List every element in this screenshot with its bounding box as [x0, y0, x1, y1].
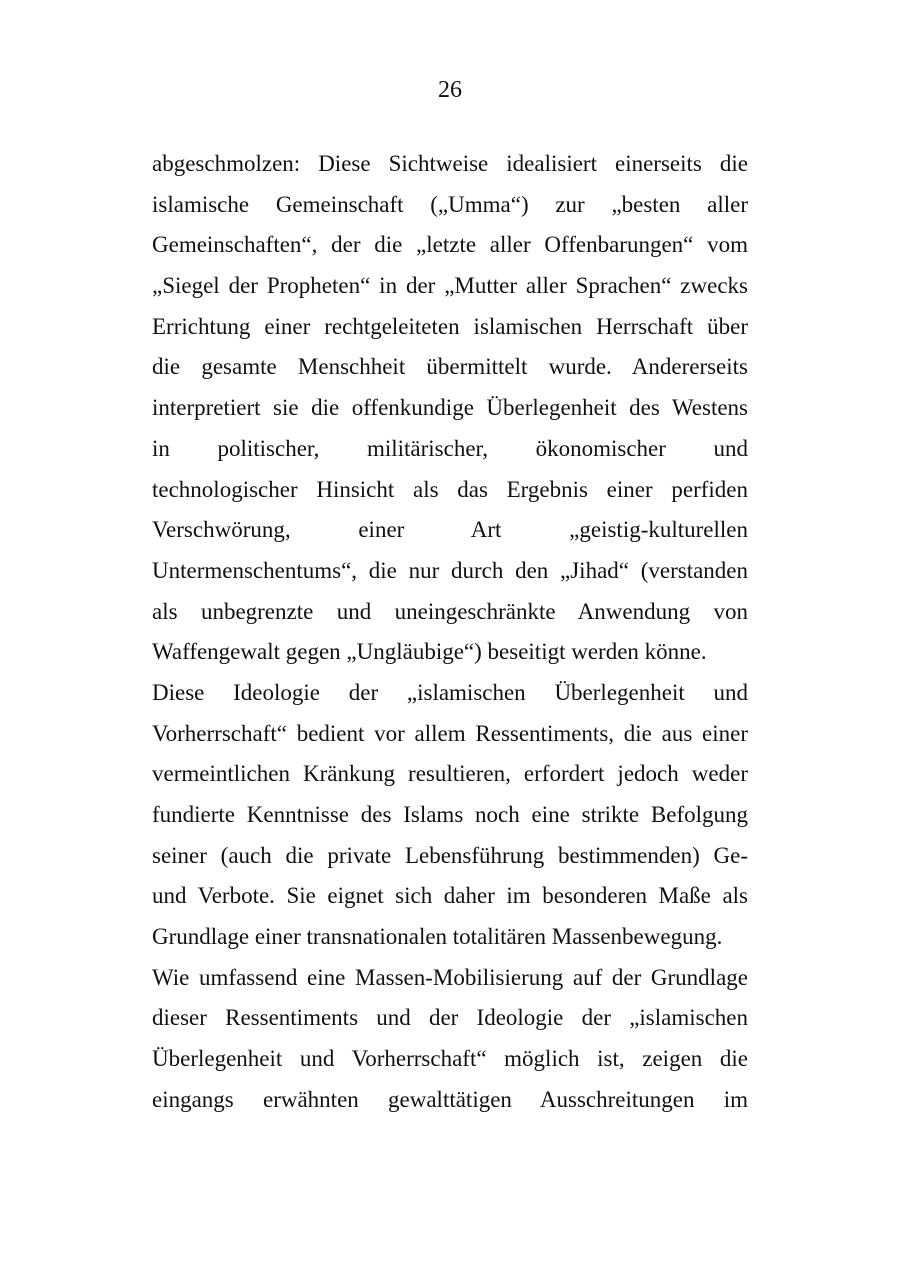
text-line: technologischer Hinsicht als das Ergebnis einer perfiden: [152, 476, 748, 502]
text-line: dieser Ressentiments und der Ideologie der „islamischen: [152, 1005, 748, 1031]
text-line: Verschwörung, einer Art „geistig-kulturellen: [152, 517, 748, 543]
text-line: Wie umfassend eine Massen-Mobilisierung auf der Grundlage: [152, 964, 748, 990]
text-line: „Siegel der Propheten“ in der „Mutter aller Sprachen“ zwecks: [152, 273, 748, 299]
text-line: Diese Ideologie der „islamischen Überlegenheit und: [152, 679, 748, 705]
text-line: abgeschmolzen: Diese Sichtweise idealisiert einerseits die: [152, 151, 748, 176]
text-line: eingangs erwähnten gewalttätigen Ausschreitungen im: [152, 1086, 748, 1112]
paragraph: [152, 958, 748, 1121]
text-line: und Verbote. Sie eignet sich daher im besonderen Maße als: [152, 883, 748, 909]
text-line: interpretiert sie die offenkundige Überlegenheit des Westens: [152, 395, 748, 421]
text-line: in politischer, militärischer, ökonomischer und: [152, 435, 748, 461]
text-line: vermeintlichen Kränkung resultieren, erfordert jedoch weder: [152, 761, 748, 787]
text-line: Untermenschentums“, die nur durch den „Jihad“ (verstanden: [152, 557, 748, 583]
text-line: Vorherrschaft“ bedient vor allem Ressentiments, die aus einer: [152, 720, 748, 746]
text-line: Grundlage einer transnationalen totalitären Massenbewegung.: [152, 924, 723, 950]
body-text: [152, 144, 748, 1121]
paragraph: [152, 144, 748, 673]
text-line: fundierte Kenntnisse des Islams noch eine strikte Befolgung: [152, 802, 748, 827]
text-line: Überlegenheit und Vorherrschaft“ möglich ist, zeigen die: [152, 1046, 748, 1072]
text-line: islamische Gemeinschaft („Umma“) zur „besten aller: [152, 191, 748, 217]
text-line: Gemeinschaften“, der die „letzte aller Offenbarungen“ vom: [152, 232, 748, 258]
text-line: seiner (auch die private Lebensführung bestimmenden) Ge-: [152, 842, 748, 868]
text-line: Errichtung einer rechtgeleiteten islamischen Herrschaft über: [152, 313, 748, 339]
text-line: als unbegrenzte und uneingeschränkte Anwendung von: [152, 598, 748, 624]
text-line: Waffengewalt gegen „Ungläubige“) beseitigt werden könne.: [152, 639, 707, 665]
page-number: 26: [438, 77, 462, 103]
text-line: die gesamte Menschheit übermittelt wurde. Andererseits: [152, 354, 748, 380]
paragraph: [152, 673, 748, 958]
